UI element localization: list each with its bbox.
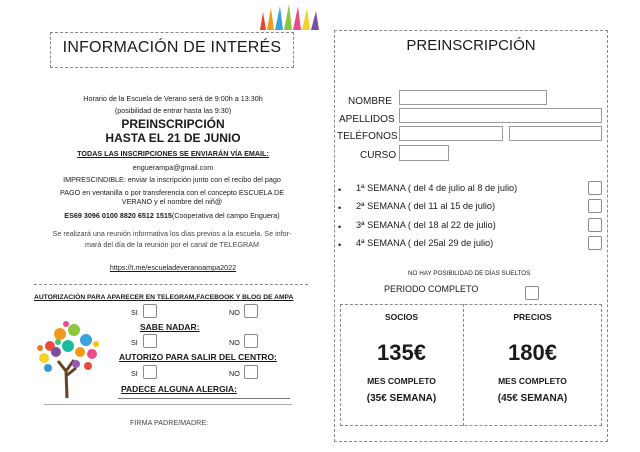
question-autorizacion: AUTORIZACIÓN PARA APARECER EN TELEGRAM,FACEBOOK Y BLOG DE AMPA: [34, 294, 294, 301]
socios-semana: (35€ SEMANA): [366, 393, 437, 404]
precios-semana: (45€ SEMANA): [497, 393, 568, 404]
bullet: •: [338, 240, 342, 250]
payment-text-2: VERANO y el nombre del niñ@: [121, 197, 223, 206]
telegram-link[interactable]: https://t.me/escueladeveranoampa2022: [109, 263, 237, 272]
bullet: •: [338, 203, 342, 213]
si-label-3: SI: [131, 369, 138, 378]
si-label-2: SI: [131, 338, 138, 347]
no-days-note: NO HAY POSIBILIDAD DE DÍAS SUELTOS: [408, 270, 531, 277]
precios-label: PRECIOS: [513, 312, 552, 322]
nombre-field[interactable]: [399, 90, 547, 105]
divider: [34, 284, 308, 285]
payment-text-1: PAGO en ventanilla o por transferencia con el concepto ESCUELA DE: [60, 188, 284, 197]
schedule-text: Horario de la Escuela de Verano será de 9:00h a 13:30h: [83, 94, 263, 103]
week-4-label: 4ª SEMANA ( del 25al 29 de julio): [356, 238, 494, 248]
si-checkbox-nadar[interactable]: [143, 334, 157, 348]
socios-price: 135€: [377, 340, 426, 365]
no-checkbox-autorizacion[interactable]: [244, 304, 258, 318]
week-1-checkbox[interactable]: [588, 181, 602, 195]
bullet: •: [338, 185, 342, 195]
imprescindible-text: IMPRESCINDIBLE: enviar la inscripción junto con el recibo del pago: [63, 175, 281, 184]
meeting-text-1: Se realizará una reunión informativa los días previos a la escuela. Se infor-: [52, 229, 292, 238]
question-alergia: PADECE ALGUNA ALERGIA:: [121, 384, 238, 394]
week-1-label: 1ª SEMANA ( del 4 de julio al 8 de julio): [356, 183, 518, 193]
no-checkbox-salir[interactable]: [244, 365, 258, 379]
hands-logo: [255, 2, 325, 32]
bullet: •: [338, 222, 342, 232]
form-title: PREINSCRIPCIÓN: [406, 37, 536, 54]
deadline-heading: HASTA EL 21 DE JUNIO: [105, 131, 241, 145]
preinscripcion-heading: PREINSCRIPCIÓN: [121, 117, 225, 131]
telefonos-label: TELÉFONOS: [337, 131, 398, 142]
no-checkbox-nadar[interactable]: [244, 334, 258, 348]
telefono-field-1[interactable]: [399, 126, 503, 141]
week-2-checkbox[interactable]: [588, 199, 602, 213]
precios-mes: MES COMPLETO: [498, 376, 567, 386]
firma-line[interactable]: [44, 404, 292, 405]
iban-note: (Cooperativa del campo Enguera): [171, 211, 280, 220]
no-label-2: NO: [229, 338, 240, 347]
curso-label: CURSO: [360, 150, 397, 161]
telefono-field-2[interactable]: [509, 126, 602, 141]
curso-field[interactable]: [399, 145, 449, 161]
week-2-label: 2ª SEMANA ( del 11 al 15 de julio): [356, 201, 496, 211]
no-label-3: NO: [229, 369, 240, 378]
meeting-text-2: mará del día de la reunión por el canal de TELEGRAM: [84, 240, 260, 249]
early-entry-text: (posibilidad de entrar hasta las 9:30): [114, 106, 232, 115]
socios-mes: MES COMPLETO: [367, 376, 436, 386]
apellidos-field[interactable]: [399, 108, 602, 123]
precios-price: 180€: [508, 340, 557, 365]
iban-line: [36, 211, 308, 220]
nombre-label: NOMBRE: [348, 96, 392, 107]
no-label-1: NO: [229, 308, 240, 317]
si-label-1: SI: [131, 308, 138, 317]
periodo-label: PERIODO COMPLETO: [384, 284, 479, 294]
question-salir: AUTORIZO PARA SALIR DEL CENTRO:: [119, 352, 277, 362]
email-address[interactable]: enguerampa@gmail.com: [132, 163, 214, 172]
info-title: INFORMACIÓN DE INTERÉS: [62, 39, 282, 56]
socios-label: SOCIOS: [384, 312, 419, 322]
info-title-box: [50, 32, 294, 68]
tree-illustration: [30, 316, 108, 398]
firma-label: FIRMA PADRE/MADRE:: [130, 418, 209, 427]
question-nadar: SABE NADAR:: [140, 322, 200, 332]
week-3-checkbox[interactable]: [588, 218, 602, 232]
si-checkbox-salir[interactable]: [143, 365, 157, 379]
iban: ES69 3096 0100 8820 6512 1515: [64, 211, 172, 220]
week-3-label: 3ª SEMANA ( del 18 al 22 de julio): [356, 220, 496, 230]
periodo-checkbox[interactable]: [525, 286, 539, 300]
apellidos-label: APELLIDOS: [339, 114, 395, 125]
email-note: TODAS LAS INSCRIPCIONES SE ENVIARÁN VÍA EMAIL:: [77, 149, 269, 158]
alergia-line[interactable]: [118, 398, 290, 399]
week-4-checkbox[interactable]: [588, 236, 602, 250]
si-checkbox-autorizacion[interactable]: [143, 304, 157, 318]
